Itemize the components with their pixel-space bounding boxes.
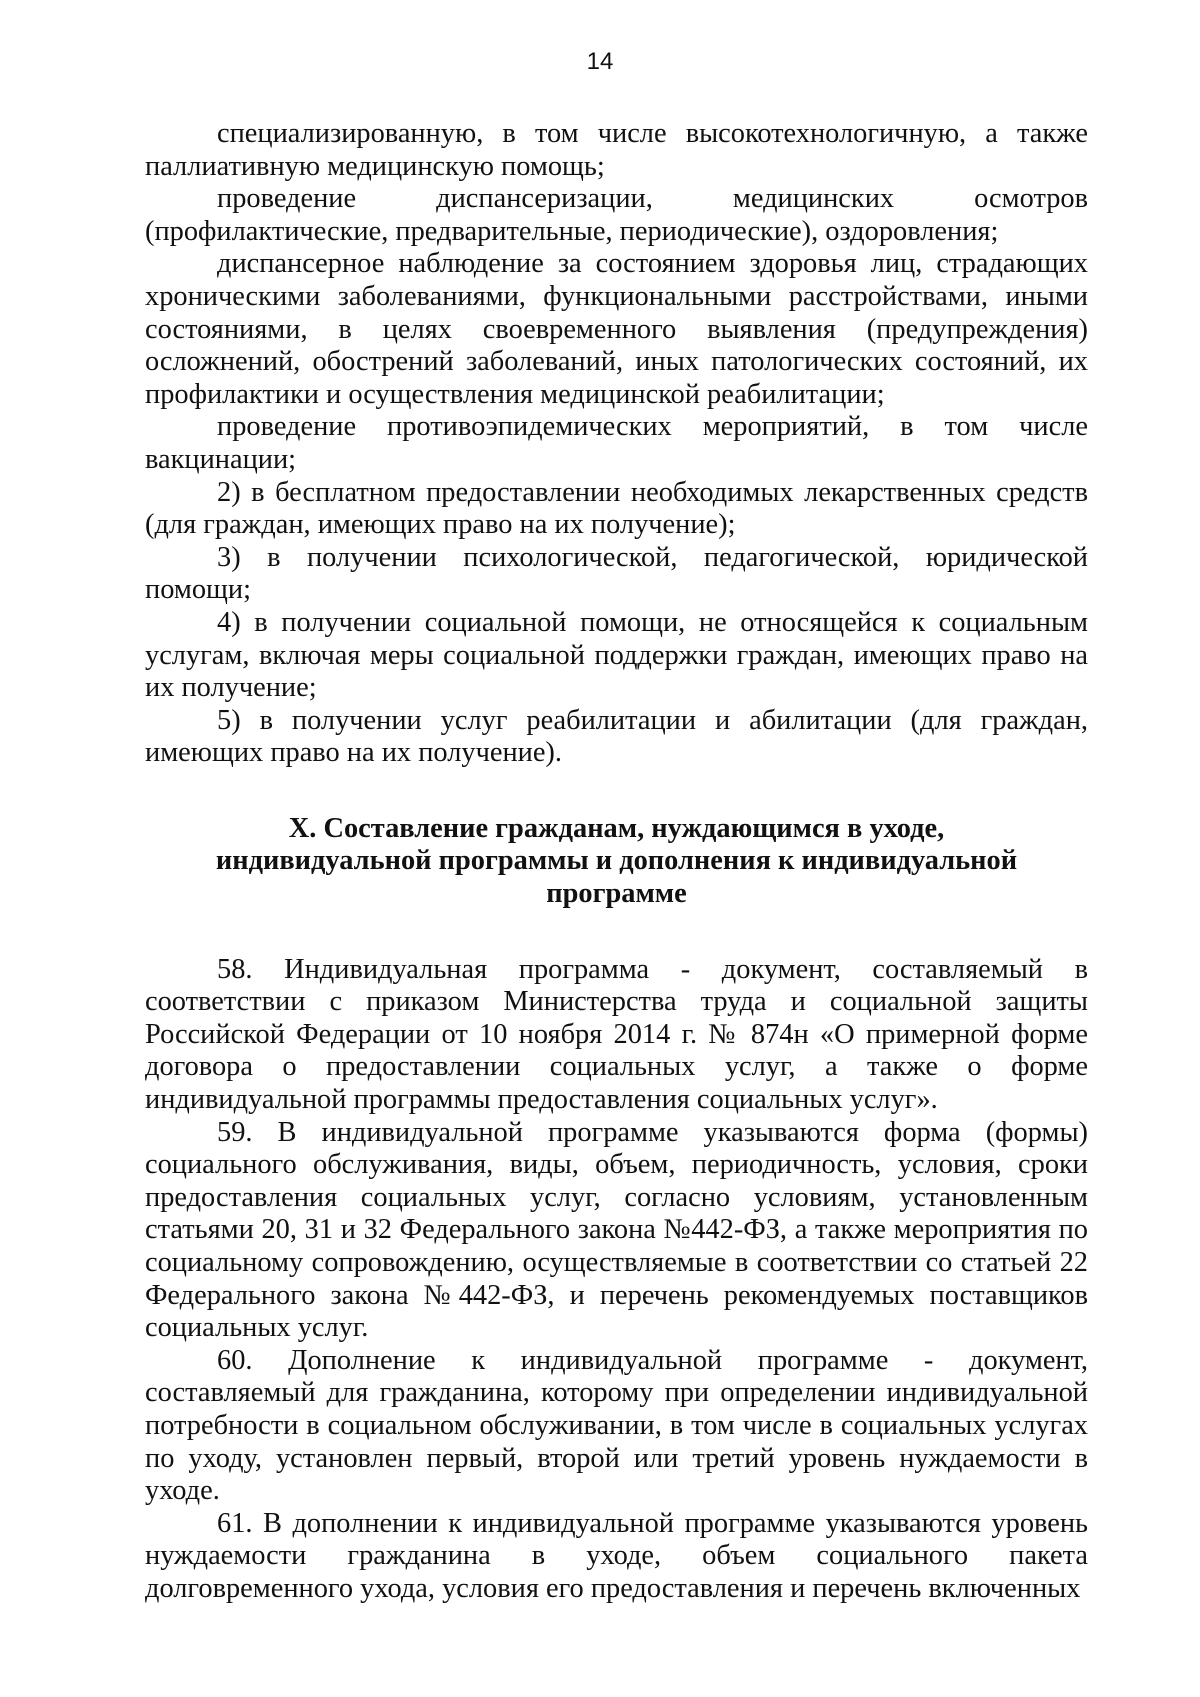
paragraph: 3) в получении психологической, педагогической, юридической помощи; [145,541,1088,606]
paragraph: 5) в получении услуг реабилитации и абилитации (для граждан, имеющих право на их получение). [145,704,1088,769]
paragraph: 4) в получении социальной помощи, не относящейся к социальным услугам, включая меры социальной поддержки граждан, имеющих право на их получение; [145,606,1088,704]
paragraph: проведение диспансеризации, медицинских осмотров (профилактические, предварительные, периодические), оздоровления; [145,183,1088,247]
paragraph: 59. В индивидуальной программе указываются форма (формы) социального обслуживания, виды, объем, периодичность, условия, сроки предоставления социальных услуг, согласно условиям, установленным статьями 20, 31 и 32 Федерального закона №442-ФЗ, а также мероприятия по социальному сопровождению, осуществляемые в соответствии со статьей 22 Федерального закона №442-ФЗ, и перечень рекомендуемых поставщиков социальных услуг. [145,1116,1088,1344]
paragraph: проведение противоэпидемических мероприятий, в том числе вакцинации; [145,411,1088,475]
paragraph: 60. Дополнение к индивидуальной программе - документ, составляемый для гражданина, которому при определении индивидуальной потребности в социальном обслуживании, в том числе в социальных услугах по уходу, установлен первый, второй или третий уровень нуждаемости в уходе. [145,1344,1088,1507]
page-number: 14 [586,48,614,75]
paragraph: 58. Индивидуальная программа - документ, составляемый в соответствии с приказом Министерства труда и социальной защиты Российской Федерации от 10 ноября 2014 г. № 874н «О примерной форме договора о предоставлении социальных услуг, а также о форме индивидуальной программы предоставления социальных услуг». [145,953,1088,1116]
paragraph: специализированную, в том числе высокотехнологичную, а также паллиативную медицинскую помощь; [145,118,1088,182]
section-heading: X. Составление гражданам, нуждающимся в уходе, индивидуальной программы и дополнения к индивидуальной программе [215,812,1018,910]
paragraph: диспансерное наблюдение за состоянием здоровья лиц, страдающих хроническими заболеваниями, функциональными расстройствами, иными состояниями, в целях своевременного выявления (предупреждения) осложнений, обострений заболеваний, иных патологических состояний, их профилактики и осуществления медицинской реабилитации; [145,248,1088,410]
document-body [145,118,1088,1606]
paragraph: 2) в бесплатном предоставлении необходимых лекарственных средств (для граждан, имеющих право на их получение); [145,476,1088,541]
paragraph: 61. В дополнении к индивидуальной программе указываются уровень нуждаемости гражданина в уходе, объем социального пакета долговременного ухода, условия его предоставления и перечень включенных [145,1507,1088,1604]
